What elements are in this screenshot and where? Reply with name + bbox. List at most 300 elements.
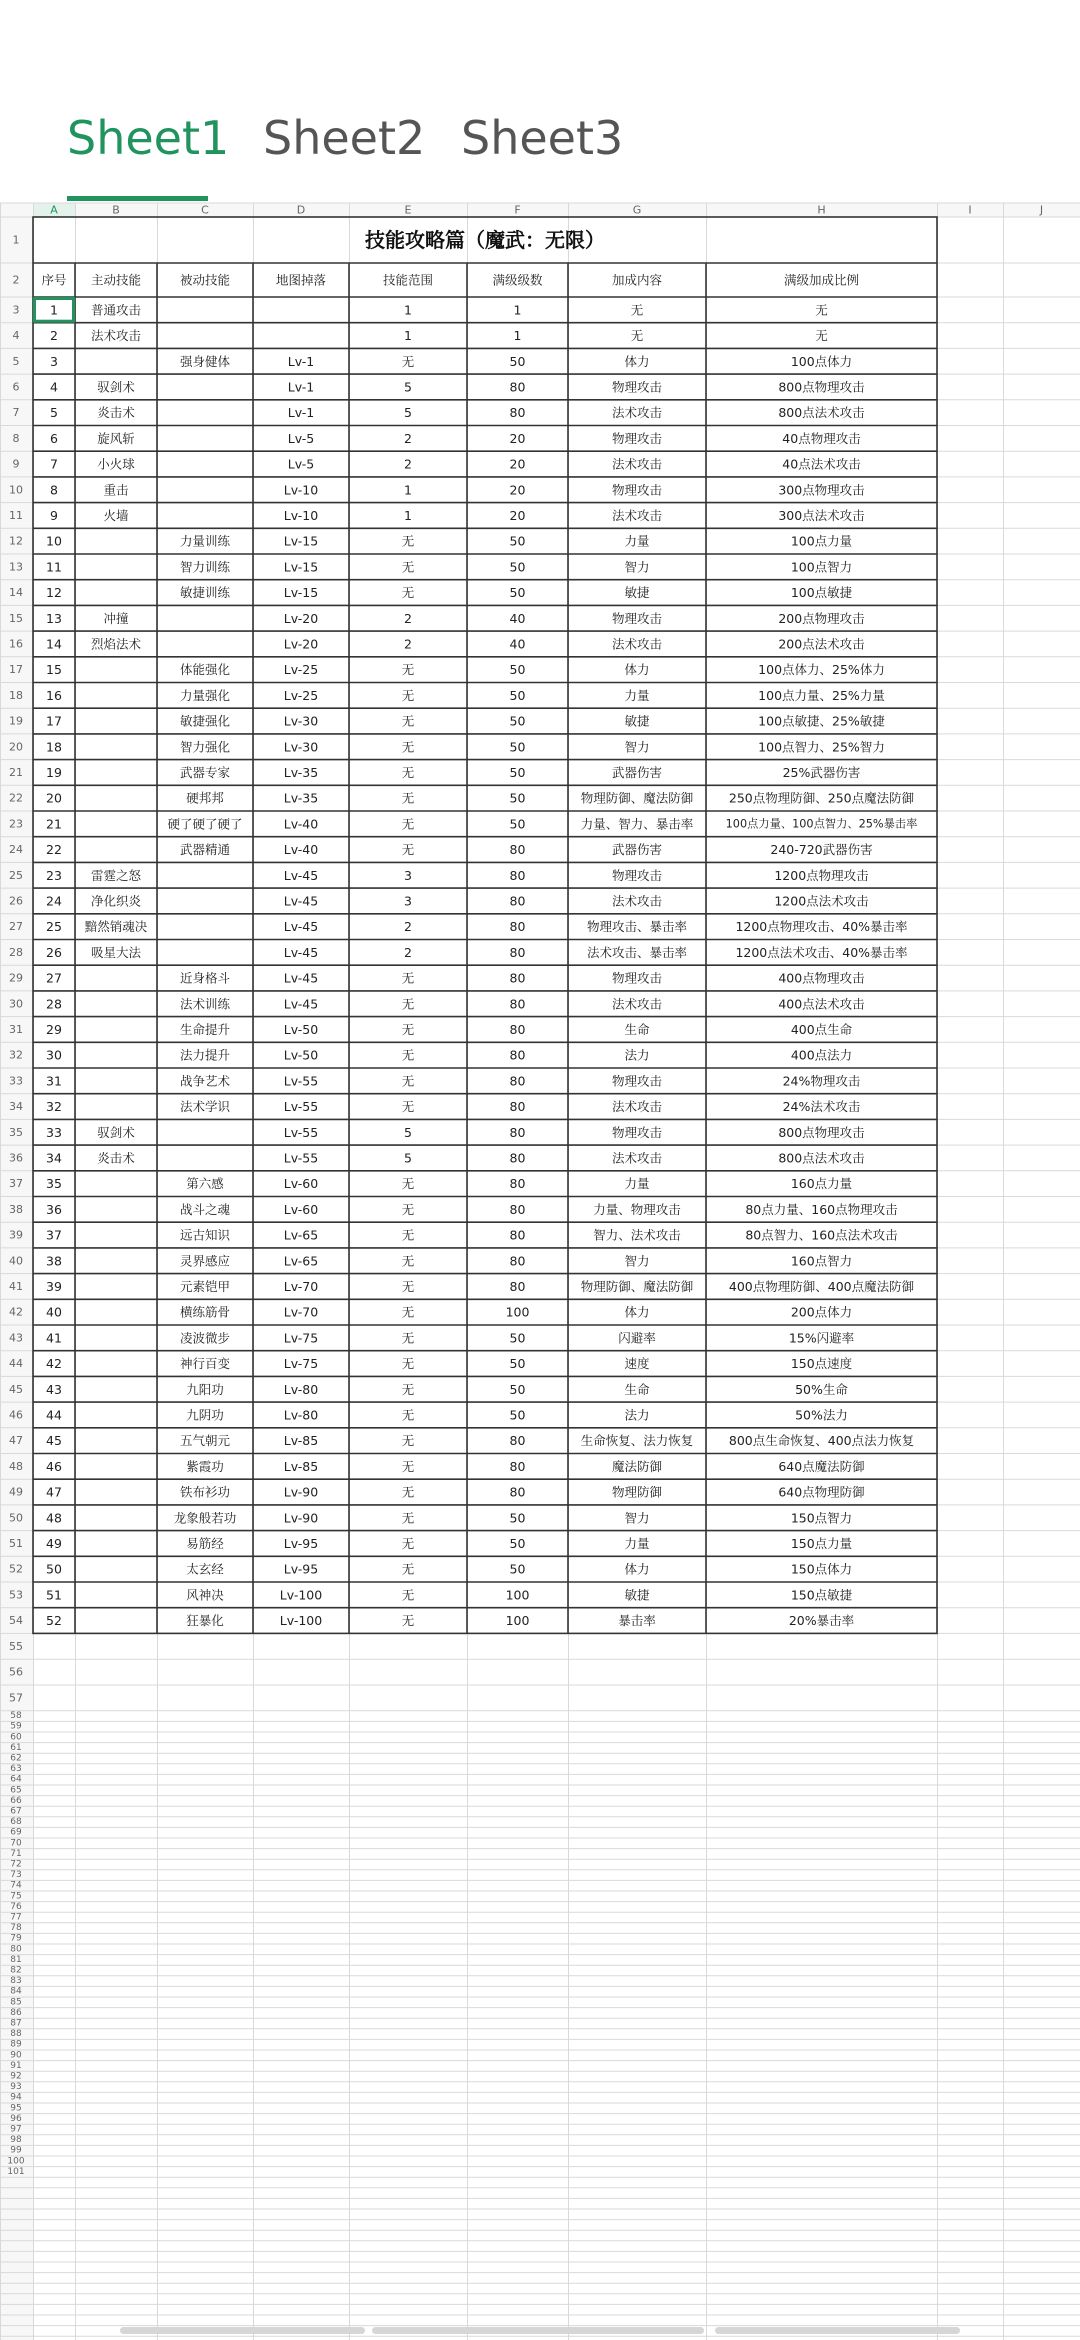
row-header-6: 6 xyxy=(12,380,20,394)
cell-r5-c7: 法术攻击 xyxy=(611,405,663,421)
row-header-26: 26 xyxy=(9,894,23,908)
cell-r41-c7: 闪避率 xyxy=(618,1330,656,1346)
cell-r25-c6: 80 xyxy=(509,919,526,935)
tab-sheet3[interactable]: Sheet3 xyxy=(461,111,624,165)
cell-r2-c6: 1 xyxy=(513,328,522,344)
cell-r34-c6: 80 xyxy=(509,1150,526,1166)
cell-r36-c7: 力量、物理攻击 xyxy=(593,1201,681,1217)
cell-r26-c7: 法术攻击、暴击率 xyxy=(586,944,688,960)
cell-r36-c1: 36 xyxy=(46,1201,62,1217)
cell-r10-c6: 50 xyxy=(509,533,526,549)
cell-r11-c3: 智力训练 xyxy=(179,559,231,575)
cell-r6-c1: 6 xyxy=(50,430,58,446)
cell-r51-c8: 150点敏捷 xyxy=(790,1587,853,1603)
cell-r37-c4: Lv-65 xyxy=(283,1227,319,1243)
cell-r5-c5: 5 xyxy=(404,405,412,421)
cell-r8-c5: 1 xyxy=(404,482,412,498)
column-title-3: 被动技能 xyxy=(179,272,231,288)
cell-r1-c6: 1 xyxy=(513,302,522,318)
cell-r5-c4: Lv-1 xyxy=(287,405,315,421)
cell-r49-c1: 49 xyxy=(46,1535,62,1551)
cell-r18-c6: 50 xyxy=(509,739,526,755)
cell-r22-c6: 80 xyxy=(509,842,526,858)
cell-r42-c6: 50 xyxy=(509,1356,526,1372)
cell-r8-c8: 300点物理攻击 xyxy=(778,482,865,498)
cell-r10-c5: 无 xyxy=(401,533,415,549)
cell-r9-c6: 20 xyxy=(509,507,526,523)
cell-r15-c7: 体力 xyxy=(624,662,650,678)
cell-r22-c4: Lv-40 xyxy=(283,842,319,858)
tab-sheet2[interactable]: Sheet2 xyxy=(263,111,426,165)
cell-r43-c3: 九阳功 xyxy=(186,1381,224,1397)
cell-r13-c7: 物理攻击 xyxy=(611,610,663,626)
column-header-A: A xyxy=(50,203,58,217)
cell-r34-c1: 34 xyxy=(46,1150,62,1166)
cell-r41-c5: 无 xyxy=(401,1330,415,1346)
row-header-66: 66 xyxy=(10,1795,22,1806)
cell-r33-c2: 驭剑术 xyxy=(97,1124,135,1140)
row-header-57: 57 xyxy=(9,1691,23,1705)
cell-r27-c6: 80 xyxy=(509,970,526,986)
cell-r42-c3: 神行百变 xyxy=(179,1356,231,1372)
cell-r32-c3: 法术学识 xyxy=(179,1099,231,1115)
cell-r20-c1: 20 xyxy=(46,790,62,806)
cell-r32-c1: 32 xyxy=(46,1099,62,1115)
row-header-23: 23 xyxy=(9,817,23,831)
column-title-7: 加成内容 xyxy=(611,272,663,288)
row-header-91: 91 xyxy=(10,2060,22,2071)
cell-r48-c5: 无 xyxy=(401,1510,415,1526)
cell-r2-c1: 2 xyxy=(50,328,58,344)
cell-r24-c5: 3 xyxy=(404,893,412,909)
cell-r24-c2: 净化织炎 xyxy=(90,893,142,909)
cell-r30-c7: 法力 xyxy=(624,1047,650,1063)
cell-r13-c2: 冲撞 xyxy=(103,610,129,626)
row-header-31: 31 xyxy=(9,1022,23,1036)
cell-r46-c4: Lv-85 xyxy=(283,1458,319,1474)
cell-r26-c2: 吸星大法 xyxy=(90,944,142,960)
row-header-56: 56 xyxy=(9,1665,23,1679)
cell-r19-c7: 武器伤害 xyxy=(611,764,663,780)
row-header-5: 5 xyxy=(12,354,20,368)
cell-r5-c6: 80 xyxy=(509,405,526,421)
cell-r17-c5: 无 xyxy=(401,713,415,729)
cell-r36-c3: 战斗之魂 xyxy=(179,1201,231,1217)
cell-r48-c7: 智力 xyxy=(624,1510,650,1526)
row-header-25: 25 xyxy=(9,868,23,882)
cell-r33-c7: 物理攻击 xyxy=(611,1124,663,1140)
cell-r30-c4: Lv-50 xyxy=(283,1047,319,1063)
cell-r27-c4: Lv-45 xyxy=(283,970,319,986)
row-header-99: 99 xyxy=(10,2145,22,2156)
cell-r2-c8: 无 xyxy=(815,328,828,344)
cell-r21-c7: 力量、智力、暴击率 xyxy=(580,816,694,832)
cell-r44-c5: 无 xyxy=(401,1407,415,1423)
cell-r37-c6: 80 xyxy=(509,1227,526,1243)
cell-r21-c4: Lv-40 xyxy=(283,816,319,832)
cell-r13-c8: 200点物理攻击 xyxy=(778,610,865,626)
cell-r23-c5: 3 xyxy=(404,867,412,883)
column-header-C: C xyxy=(201,203,209,217)
cell-r51-c5: 无 xyxy=(401,1587,415,1603)
cell-r37-c1: 37 xyxy=(46,1227,62,1243)
cell-r3-c6: 50 xyxy=(509,353,526,369)
cell-r44-c1: 44 xyxy=(46,1407,62,1423)
cell-r25-c8: 1200点物理攻击、40%暴击率 xyxy=(735,919,908,935)
cell-r51-c4: Lv-100 xyxy=(279,1587,323,1603)
cell-r9-c8: 300点法术攻击 xyxy=(778,507,865,523)
cell-r18-c4: Lv-30 xyxy=(283,739,319,755)
cell-r43-c1: 43 xyxy=(46,1381,62,1397)
row-header-53: 53 xyxy=(9,1588,23,1602)
cell-r27-c1: 27 xyxy=(46,970,62,986)
row-header-46: 46 xyxy=(9,1408,23,1422)
cell-r32-c6: 80 xyxy=(509,1099,526,1115)
cell-r17-c4: Lv-30 xyxy=(283,713,319,729)
cell-r22-c5: 无 xyxy=(401,842,415,858)
cell-r22-c3: 武器精通 xyxy=(179,842,231,858)
cell-r40-c4: Lv-70 xyxy=(283,1304,319,1320)
cell-r8-c6: 20 xyxy=(509,482,526,498)
cell-r13-c5: 2 xyxy=(404,610,412,626)
cell-r31-c7: 物理攻击 xyxy=(611,1073,663,1089)
cell-r20-c7: 物理防御、魔法防御 xyxy=(580,790,694,806)
cell-r39-c7: 物理防御、魔法防御 xyxy=(580,1278,694,1294)
row-header-71: 71 xyxy=(10,1848,22,1859)
cell-r22-c7: 武器伤害 xyxy=(611,842,663,858)
cell-r39-c4: Lv-70 xyxy=(283,1278,319,1294)
cell-r38-c3: 灵界感应 xyxy=(179,1253,231,1269)
cell-r9-c7: 法术攻击 xyxy=(611,507,663,523)
row-header-83: 83 xyxy=(10,1976,22,1987)
column-header-bar xyxy=(0,203,1080,217)
cell-r25-c5: 2 xyxy=(404,919,412,935)
cell-r23-c2: 雷霆之怒 xyxy=(90,867,142,883)
cell-r4-c4: Lv-1 xyxy=(287,379,315,395)
cell-r12-c7: 敏捷 xyxy=(624,585,650,601)
cell-r21-c6: 50 xyxy=(509,816,526,832)
cell-r47-c7: 物理防御 xyxy=(611,1484,663,1500)
cell-r19-c5: 无 xyxy=(401,764,415,780)
row-header-1: 1 xyxy=(12,233,20,247)
row-header-81: 81 xyxy=(10,1954,22,1965)
cell-r46-c5: 无 xyxy=(401,1458,415,1474)
row-header-101: 101 xyxy=(7,2166,25,2177)
cell-r14-c2: 烈焰法术 xyxy=(90,636,142,652)
cell-r22-c1: 22 xyxy=(46,842,62,858)
cell-r4-c8: 800点物理攻击 xyxy=(778,379,865,395)
cell-r17-c3: 敏捷强化 xyxy=(179,713,231,729)
cell-r40-c3: 横练筋骨 xyxy=(179,1304,231,1320)
cell-r50-c7: 体力 xyxy=(624,1561,650,1577)
row-header-80: 80 xyxy=(10,1944,22,1955)
cell-r12-c5: 无 xyxy=(401,585,415,601)
cell-r39-c3: 元素铠甲 xyxy=(179,1278,231,1294)
cell-r9-c4: Lv-10 xyxy=(283,507,319,523)
cell-r8-c2: 重击 xyxy=(103,482,129,498)
cell-r35-c5: 无 xyxy=(401,1176,415,1192)
cell-r49-c6: 50 xyxy=(509,1535,526,1551)
cell-r7-c6: 20 xyxy=(509,456,526,472)
horizontal-scrollbar-segment-1[interactable] xyxy=(120,2327,365,2334)
cell-r4-c2: 驭剑术 xyxy=(97,379,135,395)
cell-r51-c3: 风神决 xyxy=(186,1587,224,1603)
cell-r28-c1: 28 xyxy=(46,996,62,1012)
cell-r4-c5: 5 xyxy=(404,379,412,395)
cell-r38-c6: 80 xyxy=(509,1253,526,1269)
cell-r50-c4: Lv-95 xyxy=(283,1561,319,1577)
cell-r33-c5: 5 xyxy=(404,1124,412,1140)
cell-r17-c1: 17 xyxy=(46,713,62,729)
row-header-54: 54 xyxy=(9,1614,23,1628)
cell-r27-c8: 400点物理攻击 xyxy=(778,970,865,986)
cell-r38-c1: 38 xyxy=(46,1253,62,1269)
cell-r4-c1: 4 xyxy=(50,379,58,395)
row-header-8: 8 xyxy=(12,431,20,445)
row-header-64: 64 xyxy=(10,1774,22,1785)
cell-r3-c1: 3 xyxy=(50,353,58,369)
cell-r44-c7: 法力 xyxy=(624,1407,650,1423)
row-header-32: 32 xyxy=(9,1048,23,1062)
cell-r38-c5: 无 xyxy=(401,1253,415,1269)
cell-r27-c3: 近身格斗 xyxy=(179,970,231,986)
row-header-60: 60 xyxy=(10,1732,22,1743)
cell-r21-c1: 21 xyxy=(46,816,62,832)
cell-r39-c1: 39 xyxy=(46,1278,62,1294)
column-header-D: D xyxy=(296,203,306,217)
cell-r38-c7: 智力 xyxy=(624,1253,650,1269)
cell-r18-c1: 18 xyxy=(46,739,62,755)
cell-r3-c3: 强身健体 xyxy=(179,353,231,369)
cell-r46-c3: 紫霞功 xyxy=(186,1458,224,1474)
cell-r40-c7: 体力 xyxy=(624,1304,650,1320)
cell-r28-c3: 法术训练 xyxy=(179,996,231,1012)
column-title-2: 主动技能 xyxy=(90,272,142,288)
row-header-44: 44 xyxy=(9,1357,23,1371)
row-header-50: 50 xyxy=(9,1511,23,1525)
cell-r15-c3: 体能强化 xyxy=(179,662,231,678)
row-header-40: 40 xyxy=(9,1254,23,1268)
cell-r1-c7: 无 xyxy=(630,302,644,318)
cell-r15-c5: 无 xyxy=(401,662,415,678)
column-title-4: 地图掉落 xyxy=(275,272,327,288)
cell-r45-c6: 80 xyxy=(509,1433,526,1449)
cell-r4-c6: 80 xyxy=(509,379,526,395)
row-header-69: 69 xyxy=(10,1827,22,1838)
cell-r35-c3: 第六感 xyxy=(186,1176,224,1192)
row-header-96: 96 xyxy=(10,2113,22,2124)
column-header-H: H xyxy=(817,203,826,217)
cell-r11-c7: 智力 xyxy=(624,559,650,575)
cell-r1-c1: 1 xyxy=(50,302,58,318)
cell-r12-c6: 50 xyxy=(509,585,526,601)
column-header-E: E xyxy=(404,203,412,217)
cell-r41-c4: Lv-75 xyxy=(283,1330,319,1346)
cell-r45-c3: 五气朝元 xyxy=(179,1433,231,1449)
cell-r49-c3: 易筋经 xyxy=(186,1535,224,1551)
row-header-100: 100 xyxy=(7,2156,25,2167)
cell-r28-c6: 80 xyxy=(509,996,526,1012)
cell-r41-c1: 41 xyxy=(46,1330,62,1346)
row-header-61: 61 xyxy=(10,1742,22,1753)
row-header-65: 65 xyxy=(10,1785,22,1796)
cell-r30-c6: 80 xyxy=(509,1047,526,1063)
cell-r20-c3: 硬邦邦 xyxy=(186,790,224,806)
grid-lines xyxy=(0,203,1080,2340)
row-header-97: 97 xyxy=(10,2124,22,2135)
column-title-5: 技能范围 xyxy=(382,272,434,288)
column-header-F: F xyxy=(514,203,521,217)
cell-r4-c7: 物理攻击 xyxy=(611,379,663,395)
cell-r1-c8: 无 xyxy=(815,302,828,318)
cell-r16-c1: 16 xyxy=(46,687,62,703)
cell-r33-c4: Lv-55 xyxy=(283,1124,319,1140)
cell-r48-c3: 龙象般若功 xyxy=(173,1510,237,1526)
horizontal-scrollbar-segment-3[interactable] xyxy=(715,2327,960,2334)
cell-r40-c5: 无 xyxy=(401,1304,415,1320)
cell-r6-c8: 40点物理攻击 xyxy=(782,430,861,446)
cell-r19-c4: Lv-35 xyxy=(283,764,319,780)
cell-r15-c8: 100点体力、25%体力 xyxy=(758,662,885,678)
cell-r35-c6: 80 xyxy=(509,1176,526,1192)
cell-r13-c6: 40 xyxy=(509,610,526,626)
cell-r42-c8: 150点速度 xyxy=(790,1356,853,1372)
column-header-I: I xyxy=(968,203,972,217)
cell-r32-c7: 法术攻击 xyxy=(611,1099,663,1115)
cell-r18-c7: 智力 xyxy=(624,739,650,755)
row-header-4: 4 xyxy=(12,329,20,343)
row-header-58: 58 xyxy=(10,1711,22,1722)
cell-r41-c3: 凌波微步 xyxy=(179,1330,231,1346)
row-header-48: 48 xyxy=(9,1459,23,1473)
cell-r32-c5: 无 xyxy=(401,1099,415,1115)
row-header-20: 20 xyxy=(9,740,23,754)
cell-r48-c1: 48 xyxy=(46,1510,62,1526)
cell-r11-c8: 100点智力 xyxy=(790,559,853,575)
cell-r20-c6: 50 xyxy=(509,790,526,806)
row-header-10: 10 xyxy=(9,483,23,497)
cell-r24-c1: 24 xyxy=(46,893,62,909)
cell-r35-c4: Lv-60 xyxy=(283,1176,319,1192)
cell-r42-c1: 42 xyxy=(46,1356,62,1372)
cell-r29-c1: 29 xyxy=(46,1021,62,1037)
cell-r33-c8: 800点物理攻击 xyxy=(778,1124,865,1140)
cell-r26-c1: 26 xyxy=(46,944,62,960)
cell-r16-c3: 力量强化 xyxy=(179,687,231,703)
cell-r52-c4: Lv-100 xyxy=(279,1613,323,1629)
cell-r10-c1: 10 xyxy=(46,533,62,549)
cell-r1-c2: 普通攻击 xyxy=(90,302,142,318)
cell-r52-c3: 狂暴化 xyxy=(186,1613,224,1629)
cell-r7-c2: 小火球 xyxy=(97,456,135,472)
cell-r7-c8: 40点法术攻击 xyxy=(782,456,861,472)
cell-r43-c6: 50 xyxy=(509,1381,526,1397)
cell-r37-c8: 80点智力、160点法术攻击 xyxy=(745,1227,898,1243)
cell-r3-c5: 无 xyxy=(401,353,415,369)
cell-r26-c5: 2 xyxy=(404,944,412,960)
cell-r49-c4: Lv-95 xyxy=(283,1535,319,1551)
cell-r12-c8: 100点敏捷 xyxy=(790,585,853,601)
row-header-98: 98 xyxy=(10,2135,22,2146)
cell-r16-c8: 100点力量、25%力量 xyxy=(758,687,885,703)
cell-r31-c5: 无 xyxy=(401,1073,415,1089)
horizontal-scrollbar-segment-2[interactable] xyxy=(372,2327,704,2334)
cell-r50-c8: 150点体力 xyxy=(790,1561,853,1577)
cell-r23-c8: 1200点物理攻击 xyxy=(774,867,869,883)
row-header-35: 35 xyxy=(9,1125,23,1139)
cell-r24-c6: 80 xyxy=(509,893,526,909)
cell-r19-c6: 50 xyxy=(509,764,526,780)
cell-r25-c4: Lv-45 xyxy=(283,919,319,935)
cell-r45-c1: 45 xyxy=(46,1433,62,1449)
cell-r17-c8: 100点敏捷、25%敏捷 xyxy=(758,713,885,729)
cell-r14-c4: Lv-20 xyxy=(283,636,319,652)
cell-r24-c8: 1200点法术攻击 xyxy=(774,893,869,909)
cell-r37-c7: 智力、法术攻击 xyxy=(593,1227,681,1243)
cell-r31-c6: 80 xyxy=(509,1073,526,1089)
cell-r23-c4: Lv-45 xyxy=(283,867,319,883)
cell-r47-c8: 640点物理防御 xyxy=(778,1484,865,1500)
row-header-45: 45 xyxy=(9,1382,23,1396)
cell-r13-c4: Lv-20 xyxy=(283,610,319,626)
cell-r16-c4: Lv-25 xyxy=(283,687,319,703)
tab-sheet1[interactable]: Sheet1 xyxy=(67,111,230,165)
cell-r1-c5: 1 xyxy=(404,302,412,318)
cell-r32-c8: 24%法术攻击 xyxy=(782,1099,861,1115)
cell-r38-c4: Lv-65 xyxy=(283,1253,319,1269)
row-header-37: 37 xyxy=(9,1177,23,1191)
cell-r16-c6: 50 xyxy=(509,687,526,703)
cell-r19-c8: 25%武器伤害 xyxy=(782,764,861,780)
cell-r23-c1: 23 xyxy=(46,867,62,883)
cell-r35-c8: 160点力量 xyxy=(790,1176,853,1192)
cell-r31-c3: 战争艺术 xyxy=(179,1073,231,1089)
cell-r33-c6: 80 xyxy=(509,1124,526,1140)
row-header-75: 75 xyxy=(10,1891,22,1902)
cell-r6-c7: 物理攻击 xyxy=(611,430,663,446)
cell-r23-c6: 80 xyxy=(509,867,526,883)
cell-r52-c5: 无 xyxy=(401,1613,415,1629)
cell-r44-c3: 九阴功 xyxy=(186,1407,224,1423)
cell-r14-c5: 2 xyxy=(404,636,412,652)
cell-r3-c8: 100点体力 xyxy=(790,353,853,369)
cell-r11-c6: 50 xyxy=(509,559,526,575)
row-header-2: 2 xyxy=(12,273,20,287)
cell-r52-c7: 暴击率 xyxy=(618,1613,656,1629)
row-header-63: 63 xyxy=(10,1764,22,1775)
row-header-15: 15 xyxy=(9,611,23,625)
cell-r14-c6: 40 xyxy=(509,636,526,652)
cell-r47-c6: 80 xyxy=(509,1484,526,1500)
row-header-38: 38 xyxy=(9,1202,23,1216)
row-header-21: 21 xyxy=(9,765,23,779)
row-header-82: 82 xyxy=(10,1965,22,1976)
row-header-79: 79 xyxy=(10,1933,22,1944)
row-header-88: 88 xyxy=(10,2029,22,2040)
row-header-51: 51 xyxy=(9,1536,23,1550)
row-header-90: 90 xyxy=(10,2050,22,2061)
cell-r39-c8: 400点物理防御、400点魔法防御 xyxy=(728,1278,915,1294)
cell-r43-c7: 生命 xyxy=(624,1381,650,1397)
cell-r18-c8: 100点智力、25%智力 xyxy=(758,739,885,755)
cell-r16-c7: 力量 xyxy=(624,687,650,703)
cell-r12-c3: 敏捷训练 xyxy=(179,585,231,601)
column-header-J: J xyxy=(1039,203,1044,217)
cell-r35-c7: 力量 xyxy=(624,1176,650,1192)
cell-r12-c4: Lv-15 xyxy=(283,585,319,601)
cell-r29-c5: 无 xyxy=(401,1021,415,1037)
cell-r49-c8: 150点力量 xyxy=(790,1535,853,1551)
